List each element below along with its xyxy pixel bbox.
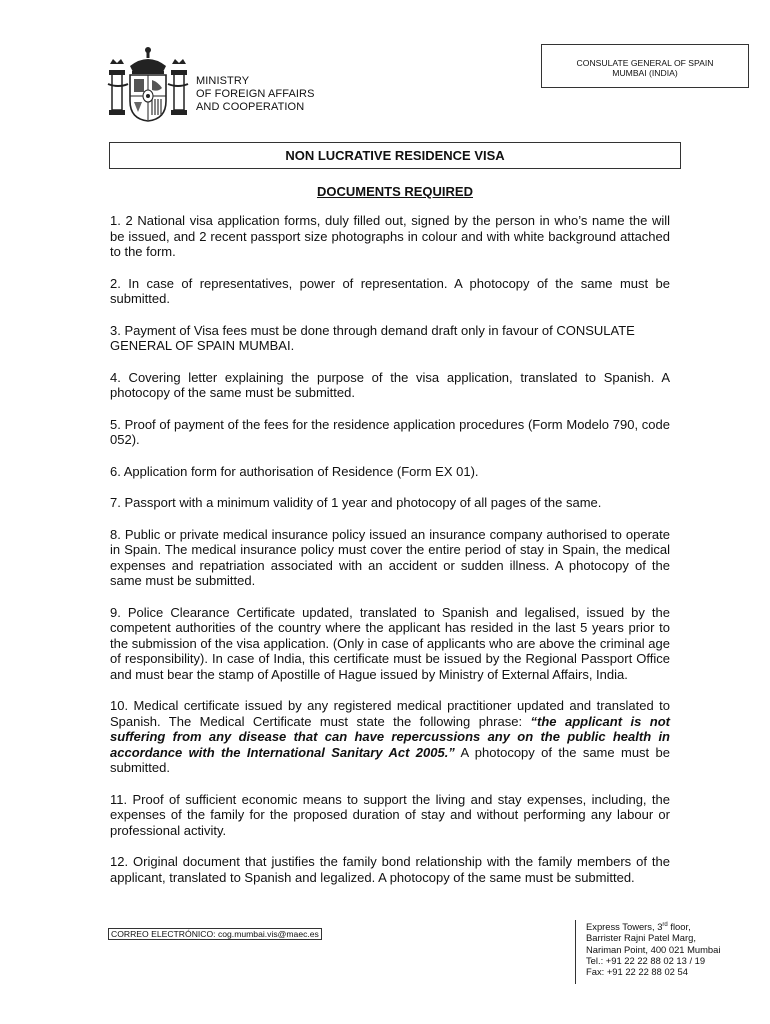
address-ordinal: rd (662, 921, 668, 928)
requirement-item-12: 12. Original document that justifies the family bond relationship with the family members of the applicant, translated to Spanish and legalized. A photocopy of the same must be submitted. (110, 854, 670, 885)
ministry-line-1: MINISTRY (196, 75, 250, 87)
requirement-item-7: 7. Passport with a minimum validity of 1 year and photocopy of all pages of the same. (110, 495, 602, 510)
documents-required-heading: DOCUMENTS REQUIRED (316, 184, 473, 199)
address-floor: floor, (667, 921, 691, 932)
requirement-item-9: 9. Police Clearance Certificate updated, translated to Spanish and legalised, issued by the competent authorities of the country where the applicant has resided in the last 5 years prior to the submission of the visa application. (Only in case of applicants who are above the criminal age of responsibility). In case of India, this certificate must be issued by the Regional Passport Office and must bear the stamp of Apostille of Hague issued by Ministry of External Affairs, India. (110, 604, 670, 682)
address-phone: Tel.: +91 22 22 88 02 13 / 19 (586, 954, 706, 966)
item-10-text: 10. Medical certificate issued by any registered medical practitioner updated and translated to Spanish. The Medical Certificate must state the following phrase: (110, 698, 670, 729)
ministry-name (196, 75, 315, 114)
requirement-item-4: 4. Covering letter explaining the purpose of the visa application, translated to Spanish. A photocopy of the same must be submitted. (110, 369, 670, 400)
ministry-line-3: AND COOPERATION (196, 101, 305, 113)
address-divider (575, 920, 576, 984)
item-10-tail: A photocopy of the same must be submitted. (110, 744, 670, 775)
requirement-item-11: 11. Proof of sufficient economic means to support the living and stay expenses, including, the expenses of the family for the proposed duration of stay and without performing any labour or professional activity. (110, 791, 670, 838)
consulate-name: CONSULATE GENERAL OF SPAIN (576, 58, 714, 68)
address-fax: Fax: +91 22 22 88 02 54 (586, 966, 688, 978)
requirement-item-6: 6. Application form for authorisation of Residence (Form EX 01). (110, 463, 479, 479)
address-street: Express Towers, 3 (586, 921, 663, 932)
consulate-city: MUMBAI (INDIA) (612, 68, 678, 78)
consulate-address (586, 921, 720, 977)
requirement-item-2: 2. In case of representatives, power of representation. A photocopy of the same must be submitted. (110, 275, 670, 306)
document-title: NON LUCRATIVE RESIDENCE VISA (109, 142, 681, 169)
address-line-3: Nariman Point, 400 021 Mumbai (586, 943, 721, 955)
requirement-item-3: 3. Payment of Visa fees must be done through demand draft only in favour of CONSULATE GENERAL OF SPAIN MUMBAI. (110, 322, 635, 353)
requirement-item-1: 1. 2 National visa application forms, duly filled out, signed by the person in who’s name the will be issued, and 2 recent passport size photographs in colour and with white background attached to the form. (110, 213, 670, 259)
requirement-item-5: 5. Proof of payment of the fees for the residence application procedures (Form Modelo 790, code 052). (110, 416, 670, 447)
requirement-item-10 (110, 698, 670, 776)
address-line-2: Barrister Rajni Patel Marg, (586, 932, 696, 944)
item-10-quoted-phrase: “the applicant is not suffering from any disease that can have repercussions any on the public health in accordance with the International Sanitary Act 2005.” (110, 713, 670, 760)
address-line-1 (586, 921, 720, 932)
consulate-header-box (541, 44, 749, 88)
requirement-item-8: 8. Public or private medical insurance policy issued an insurance company authorised to operate in Spain. The medical insurance policy must cover the entire period of stay in Spain, the medical expenses and repatriation associated with an accident or sudden illness. A photocopy of the same must be submitted. (110, 526, 670, 588)
email-contact: CORREO ELECTRÓNICO: cog.mumbai.vis@maec.es (108, 928, 322, 940)
requirements-list (110, 213, 670, 901)
ministry-line-2: OF FOREIGN AFFAIRS (196, 88, 315, 100)
spain-coat-of-arms-icon (106, 44, 190, 124)
